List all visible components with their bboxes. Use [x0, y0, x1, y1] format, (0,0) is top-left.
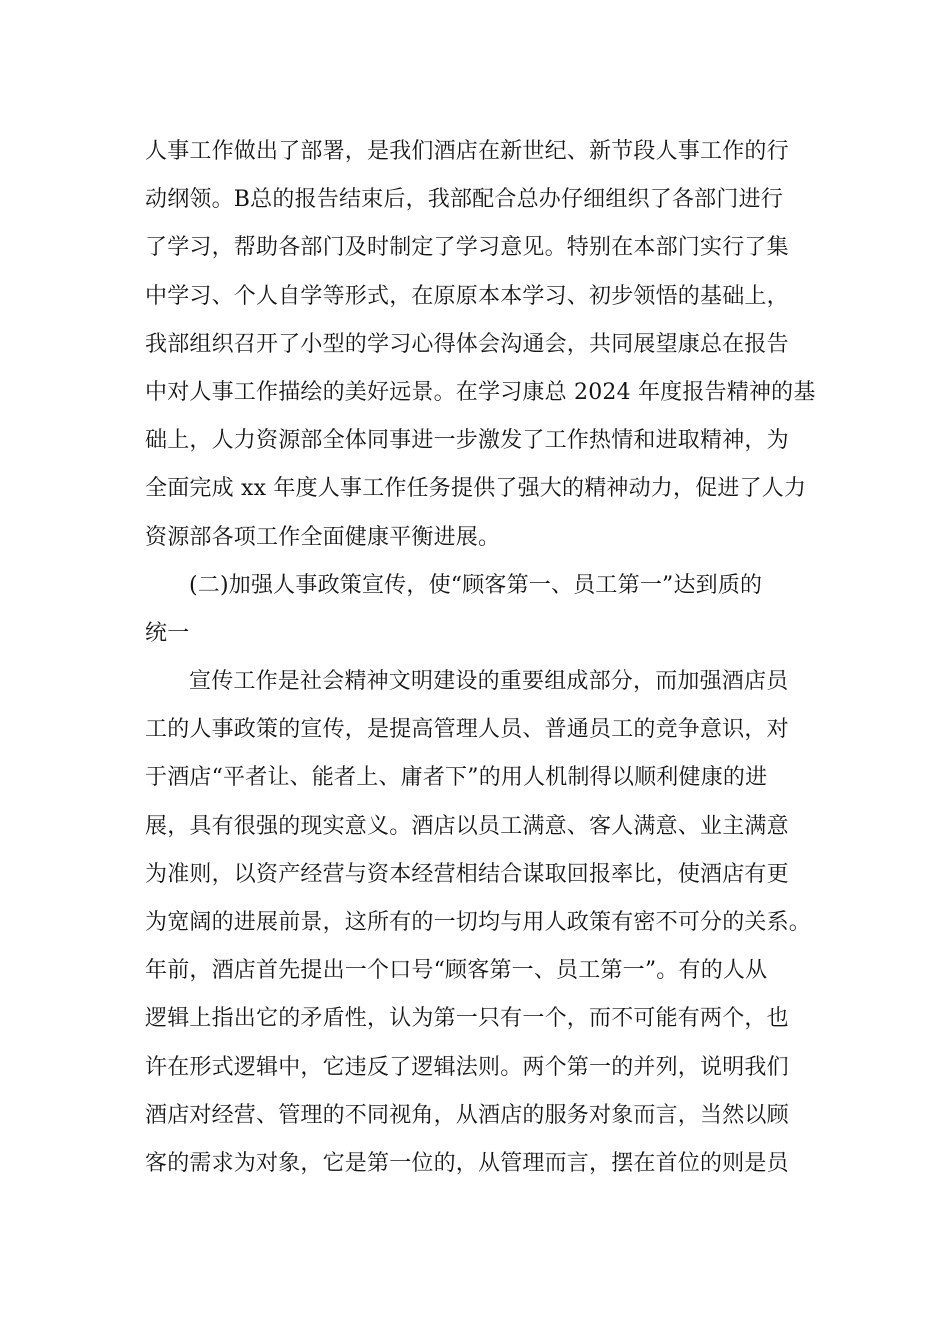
text-line: 础上，人力资源部全体同事进一步激发了工作热情和进取精神，为 — [145, 428, 789, 454]
text-line: 工的人事政策的宣传，是提高管理人员、普通员工的竞争意识，对 — [145, 717, 789, 743]
text-line: 酒店对经营、管理的不同视角，从酒店的服务对象而言，当然以顾 — [145, 1102, 789, 1128]
text-line: 资源部各项工作全面健康平衡进展。 — [145, 524, 501, 550]
text-line: 年前，酒店首先提出一个口号“顾客第一、员工第一”。有的人从 — [145, 958, 768, 984]
body-text — [145, 128, 825, 1188]
text-line: 客的需求为对象，它是第一位的，从管理而言，摆在首位的则是员 — [145, 1150, 789, 1176]
text-line: 我部组织召开了小型的学习心得体会沟通会，共同展望康总在报告 — [145, 331, 789, 357]
text-line: 全面完成 xx 年度人事工作任务提供了强大的精神动力，促进了人力 — [145, 476, 807, 502]
text-line: 展，具有很强的现实意义。酒店以员工满意、客人满意、业主满意 — [145, 813, 789, 839]
text-line: 为准则，以资产经营与资本经营相结合谋取回报率比，使酒店有更 — [145, 861, 789, 887]
text-line: 宣传工作是社会精神文明建设的重要组成部分，而加强酒店员 — [189, 669, 789, 695]
section-heading-continuation: 统一 — [145, 620, 190, 646]
section-heading: (二)加强人事政策宣传，使“顾客第一、员工第一”达到质的 — [189, 572, 763, 598]
text-line: 中对人事工作描绘的美好远景。在学习康总 2024 年度报告精神的基 — [145, 379, 816, 405]
text-line: 动纲领。B总的报告结束后，我部配合总办仔细组织了各部门进行 — [145, 187, 783, 213]
text-line: 中学习、个人自学等形式，在原原本本学习、初步领悟的基础上， — [145, 283, 789, 309]
text-line: 为宽阔的进展前景，这所有的一切均与用人政策有密不可分的关系。 — [145, 910, 812, 935]
text-line: 逻辑上指出它的矛盾性，认为第一只有一个，而不可能有两个，也 — [145, 1006, 789, 1032]
text-line: 许在形式逻辑中，它违反了逻辑法则。两个第一的并列，说明我们 — [145, 1054, 789, 1080]
text-line: 人事工作做出了部署，是我们酒店在新世纪、新节段人事工作的行 — [145, 139, 789, 164]
text-line: 于酒店“平者让、能者上、庸者下”的用人机制得以顺利健康的进 — [145, 765, 768, 791]
text-line: 了学习，帮助各部门及时制定了学习意见。特别在本部门实行了集 — [145, 235, 789, 261]
